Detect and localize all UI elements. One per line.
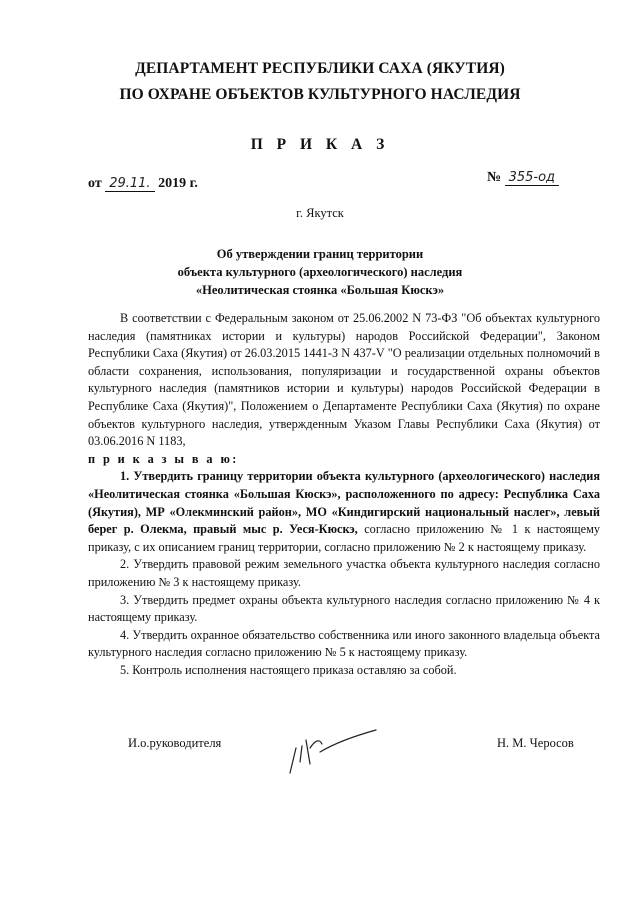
signatory-position: И.о.руководителя [128, 736, 222, 750]
order-title: П Р И К А З [250, 136, 390, 153]
item-5: 5. Контроль исполнения настоящего приказа оставляю за собой. [120, 662, 457, 677]
subject-line-1: Об утверждении границ территории [216, 247, 424, 261]
item-4: 4. Утвердить охранное обязательство собственника или иного законного владельца объекта культурного наследия согласно приложению № 5 к настоящему приказу. [88, 627, 600, 660]
subject-line-3: «Неолитическая стоянка «Большая Кюскэ» [195, 283, 445, 297]
header-line-1: ДЕПАРТАМЕНТ РЕСПУБЛИКИ САХА (ЯКУТИЯ) [135, 60, 505, 77]
subject-line-2: объекта культурного (археологического) наследия [177, 265, 463, 279]
order-body [88, 310, 600, 679]
item-3: 3. Утвердить предмет охраны объекта культурного наследия согласно приложению № 4 к настоящему приказу. [88, 592, 600, 625]
item-1-rest: согласно приложению № 1 к настоящему приказу, с их описанием границ территории, согласно приложению № 2 к настоящему приказу. [88, 522, 601, 554]
item-2: 2. Утвердить правовой режим земельного участка объекта культурного наследия согласно приложению № 3 к настоящему приказу. [88, 557, 600, 589]
item-1 [88, 468, 600, 556]
number-prefix: № [487, 170, 502, 185]
order-subject [0, 245, 640, 299]
department-header [0, 56, 640, 108]
decree-word: п р и к а з ы в а ю: [88, 451, 239, 466]
city: г. Якутск [296, 206, 344, 220]
handwritten-number: 355-од [505, 170, 559, 186]
item-1-bold: 1. Утвердить границу территории объекта культурного (археологического) наследия «Неолитическая стоянка «Большая Кюскэ», расположенного по адресу: Республика Саха (Якутия), МР «Олекминский район», МО «Киндигирский национальный наслег», левый берег р. Олекма, правый мыс р. Уеся-Кюскэ, [88, 469, 600, 537]
date-prefix: от [88, 176, 102, 191]
order-date [88, 176, 198, 192]
order-number [487, 170, 559, 186]
preamble-paragraph: В соответствии с Федеральным законом от 25.06.2002 N 73-ФЗ "Об объектах культурного наследия (памятниках истории и культуры) народов Российской Федерации", Законом Республики Саха (Якутия) от 26.03.2015 1441-З N 437-V "О реализации отдельных полномочий в области сохранения, использования, популяризации и государственной охраны объектов культурного наследия (памятников истории и культуры) народов Российской Федерации в Республике Саха (Якутия)", Положением о Департаменте Республики Саха (Якутия) по охране объектов культурного наследия, утвержденным Указом Главы Республики Саха (Якутия) от 03.06.2016 N 1183, [88, 311, 600, 449]
handwritten-signature [280, 718, 390, 778]
signatory-name: Н. М. Черосов [497, 736, 574, 750]
date-suffix: 2019 г. [158, 176, 198, 191]
handwritten-date: 29.11. [105, 176, 154, 192]
header-line-2: ПО ОХРАНЕ ОБЪЕКТОВ КУЛЬТУРНОГО НАСЛЕДИЯ [119, 86, 521, 103]
